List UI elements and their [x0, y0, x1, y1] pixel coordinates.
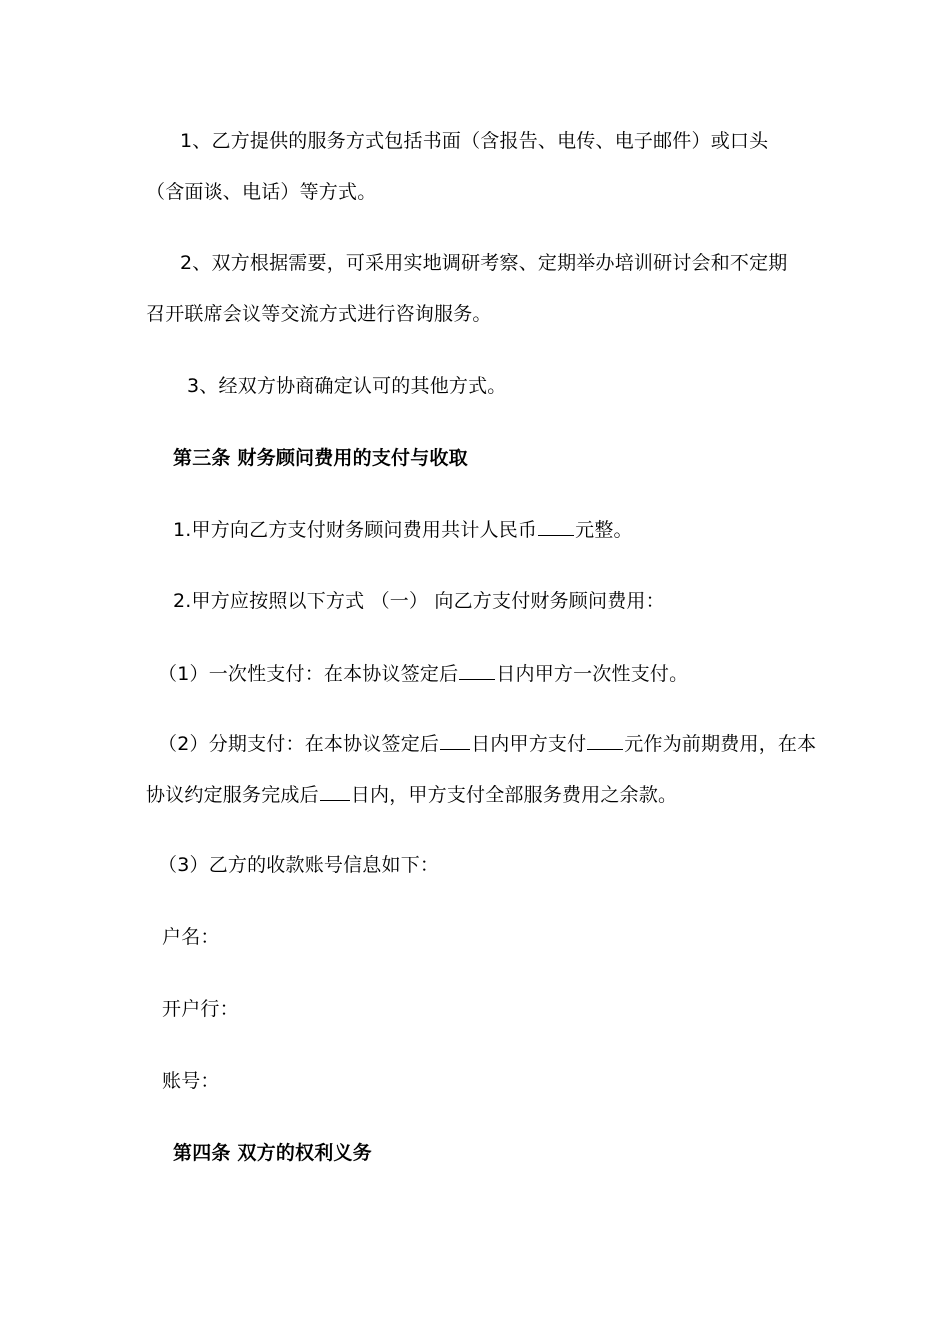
paragraph-service-methods-line2: （含面谈、电话）等方式。 [146, 181, 377, 203]
article3-title: 第三条 财务顾问费用的支付与收取 [173, 447, 468, 469]
article3-sub2-line2 [146, 782, 677, 807]
article3-sub3: （3）乙方的收款账号信息如下： [158, 854, 440, 876]
article3-sub2-part-e: 日内，甲方支付全部服务费用之余款。 [350, 784, 678, 806]
account-name-label: 户名： [162, 926, 220, 948]
article3-sub1-prefix: （1）一次性支付：在本协议签定后 [158, 663, 459, 685]
article3-sub2-line1 [158, 731, 816, 756]
article3-item2: 2.甲方应按照以下方式 （一） 向乙方支付财务顾问费用： [173, 590, 665, 612]
amount-blank [538, 517, 574, 536]
article3-sub2-part-c: 元作为前期费用，在本 [624, 733, 817, 755]
article3-sub1-suffix: 日内甲方一次性支付。 [496, 663, 689, 685]
paragraph-exchange-methods-line1: 2、双方根据需要，可采用实地调研考察、定期举办培训研讨会和不定期 [180, 252, 788, 274]
article3-item1-suffix: 元整。 [575, 519, 633, 541]
paragraph-other-methods: 3、经双方协商确定认可的其他方式。 [187, 375, 507, 397]
article3-item1-prefix: 1.甲方向乙方支付财务顾问费用共计人民币 [173, 519, 538, 541]
amount-blank [587, 731, 623, 750]
paragraph-service-methods-line1: 1、乙方提供的服务方式包括书面（含报告、电传、电子邮件）或口头 [180, 130, 769, 152]
article3-item1 [173, 517, 633, 542]
article3-sub2-part-b: 日内甲方支付 [471, 733, 587, 755]
days-blank [459, 661, 495, 680]
article4-title: 第四条 双方的权利义务 [173, 1142, 372, 1164]
days-blank [320, 782, 350, 801]
days-blank [440, 731, 470, 750]
article3-sub1 [158, 661, 688, 686]
account-number-label: 账号： [162, 1070, 220, 1092]
paragraph-exchange-methods-line2: 召开联席会议等交流方式进行咨询服务。 [146, 303, 492, 325]
article3-sub2-part-a: （2）分期支付：在本协议签定后 [158, 733, 440, 755]
bank-label: 开户行： [162, 998, 239, 1020]
article3-sub2-part-d: 协议约定服务完成后 [146, 784, 319, 806]
